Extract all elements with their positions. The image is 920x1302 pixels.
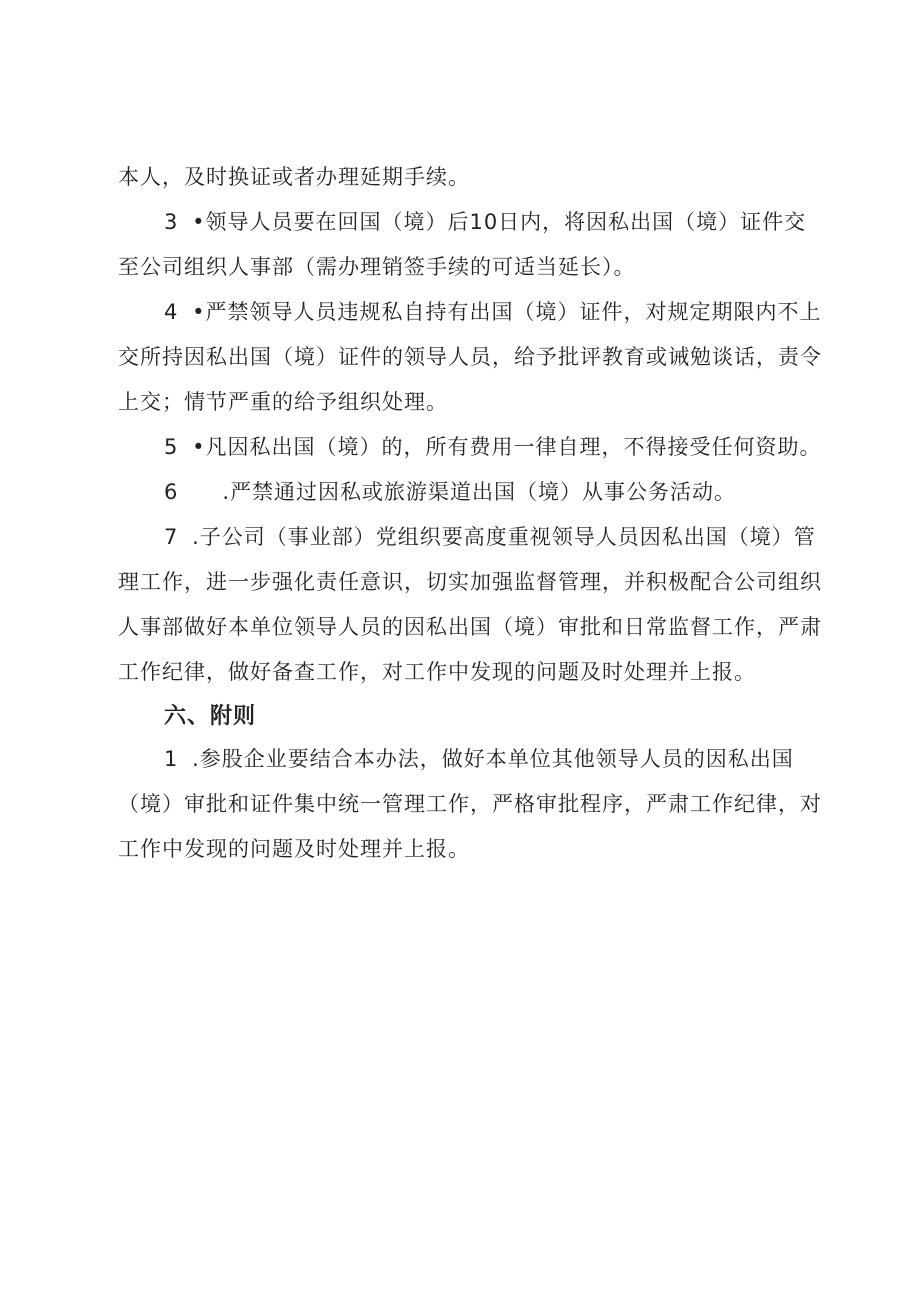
item-separator: . xyxy=(192,525,200,549)
item-4-line-2: 交所持因私出国（境）证件的领导人员，给予批评教育或诫勉谈话，责令 xyxy=(118,345,822,369)
section-item-1-line-1 xyxy=(164,747,794,771)
item-3-line-1 xyxy=(164,210,806,234)
item-separator: • xyxy=(192,210,206,234)
item-7-line-4: 工作纪律，做好备查工作，对工作中发现的问题及时处理并上报。 xyxy=(118,660,756,684)
section-item-1-line-3: 工作中发现的问题及时处理并上报。 xyxy=(118,837,470,861)
item-number: 3 xyxy=(164,210,179,234)
item-text: 严禁领导人员违规私自持有出国（境）证件，对规定期限内不上 xyxy=(205,300,822,324)
item-7-line-2: 理工作，进一步强化责任意识，切实加强监督管理，并积极配合公司组织 xyxy=(118,570,822,594)
item-separator: . xyxy=(222,480,231,504)
item-7-line-3: 人事部做好本单位领导人员的因私出国（境）审批和日常监督工作，严肃 xyxy=(118,615,822,639)
item-separator: • xyxy=(192,300,206,324)
item-text: 凡因私出国（境）的，所有费用一律自理，不得接受任何资助。 xyxy=(205,435,822,459)
continuation-line: 本人，及时换证或者办理延期手续。 xyxy=(118,165,470,189)
section-heading: 六、附则 xyxy=(164,704,257,729)
section-item-1-line-2: （境）审批和证件集中统一管理工作，严格审批程序，严肃工作纪律，对 xyxy=(118,792,822,816)
item-number: 6 xyxy=(164,480,179,504)
item-number: 4 xyxy=(164,300,179,324)
item-separator: • xyxy=(192,435,206,459)
item-text: 领导人员要在回国（境）后10日内，将因私出国（境）证件交 xyxy=(205,210,807,234)
item-text: 严禁通过因私或旅游渠道出国（境）从事公务活动。 xyxy=(230,480,737,504)
item-number: 5 xyxy=(164,435,179,459)
item-6-line-1 xyxy=(164,480,736,504)
item-4-line-3: 上交；情节严重的给予组织处理。 xyxy=(118,390,448,414)
item-number: 7 xyxy=(164,525,179,549)
item-7-line-1 xyxy=(164,525,816,549)
item-3-line-2: 至公司组织人事部（需办理销签手续的可适当延长）。 xyxy=(118,255,636,279)
item-5-line-1 xyxy=(164,435,821,459)
item-text: 参股企业要结合本办法，做好本单位其他领导人员的因私出国 xyxy=(199,747,794,771)
item-4-line-1 xyxy=(164,300,821,324)
item-number: 1 xyxy=(164,747,179,771)
item-separator: . xyxy=(192,747,200,771)
item-text: 子公司（事业部）党组织要高度重视领导人员因私出国（境）管 xyxy=(199,525,816,549)
